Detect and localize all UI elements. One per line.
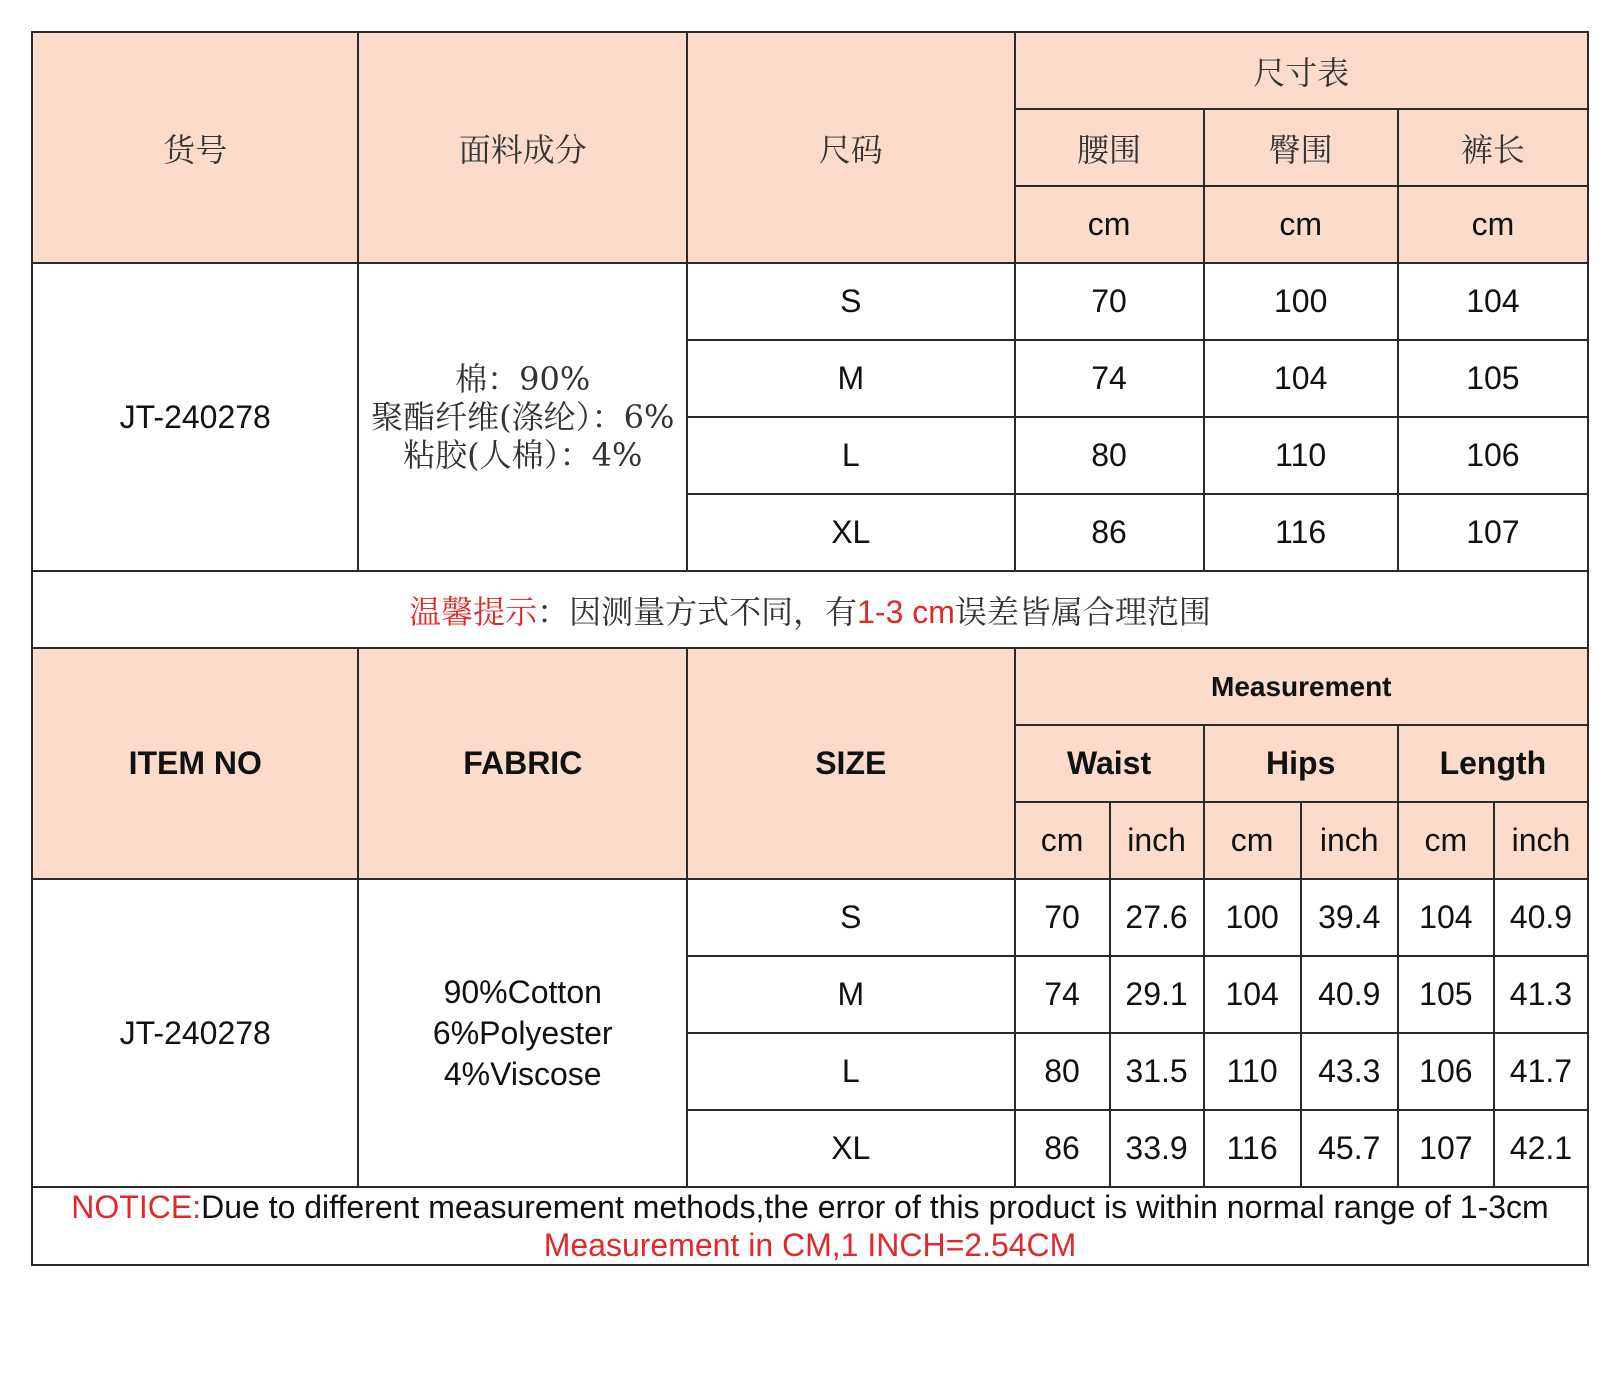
size-chart bbox=[31, 31, 1589, 1266]
length-inch-cell: 40.9 bbox=[1494, 879, 1588, 956]
cn-header-hips: 臀围 bbox=[1204, 109, 1398, 186]
en-header-length: Length bbox=[1398, 725, 1588, 802]
en-unit-inch: inch bbox=[1494, 802, 1588, 879]
table-row bbox=[32, 879, 1588, 956]
en-header-item-no: ITEM NO bbox=[32, 648, 358, 879]
size-cell: S bbox=[687, 879, 1015, 956]
waist-inch-cell: 31.5 bbox=[1110, 1033, 1204, 1110]
waist-cm-cell: 86 bbox=[1015, 1110, 1110, 1187]
cn-fabric-line: 聚酯纤维(涤纶）：6% bbox=[371, 398, 675, 436]
cn-tip-text-end: 误差皆属合理范围 bbox=[954, 592, 1211, 631]
en-notice-row bbox=[32, 1187, 1588, 1265]
cn-tip-row bbox=[32, 571, 1588, 648]
size-cell: M bbox=[687, 340, 1015, 417]
length-cm-cell: 107 bbox=[1398, 1110, 1494, 1187]
cn-header-item-no: 货号 bbox=[32, 32, 358, 263]
hips-cm-cell: 100 bbox=[1204, 879, 1301, 956]
en-unit-cm: cm bbox=[1015, 802, 1110, 879]
notice-text: Due to different measurement methods,the error of this product is within normal range of 1-3cm bbox=[201, 1189, 1549, 1225]
length-cm-cell: 106 bbox=[1398, 1033, 1494, 1110]
waist-inch-cell: 29.1 bbox=[1110, 956, 1204, 1033]
length-cm-cell: 104 bbox=[1398, 879, 1494, 956]
waist-cell: 70 bbox=[1015, 263, 1204, 340]
cn-header-waist: 腰围 bbox=[1015, 109, 1204, 186]
en-fabric-line: 90%Cotton bbox=[443, 973, 602, 1010]
cn-unit-waist: cm bbox=[1015, 186, 1204, 263]
cn-tip bbox=[32, 571, 1588, 648]
notice-line-1 bbox=[33, 1188, 1587, 1226]
hips-inch-cell: 40.9 bbox=[1301, 956, 1398, 1033]
cn-header-group: 尺寸表 bbox=[1015, 32, 1588, 109]
waist-cell: 86 bbox=[1015, 494, 1204, 571]
en-unit-inch: inch bbox=[1301, 802, 1398, 879]
length-inch-cell: 41.7 bbox=[1494, 1033, 1588, 1110]
en-header-fabric: FABRIC bbox=[358, 648, 687, 879]
hips-cm-cell: 104 bbox=[1204, 956, 1301, 1033]
cn-tip-text: 因测量方式不同，有 bbox=[569, 592, 858, 631]
waist-inch-cell: 27.6 bbox=[1110, 879, 1204, 956]
waist-cm-cell: 70 bbox=[1015, 879, 1110, 956]
cn-fabric bbox=[358, 263, 687, 571]
en-header-waist: Waist bbox=[1015, 725, 1204, 802]
length-cell: 105 bbox=[1398, 340, 1588, 417]
hips-cell: 116 bbox=[1204, 494, 1398, 571]
en-unit-cm: cm bbox=[1398, 802, 1494, 879]
hips-cell: 100 bbox=[1204, 263, 1398, 340]
en-header-group: Measurement bbox=[1015, 648, 1588, 725]
hips-cell: 110 bbox=[1204, 417, 1398, 494]
size-cell: XL bbox=[687, 494, 1015, 571]
en-item-no: JT-240278 bbox=[32, 879, 358, 1187]
waist-cm-cell: 74 bbox=[1015, 956, 1110, 1033]
waist-inch-cell: 33.9 bbox=[1110, 1110, 1204, 1187]
waist-cm-cell: 80 bbox=[1015, 1033, 1110, 1110]
hips-cm-cell: 110 bbox=[1204, 1033, 1301, 1110]
en-header-row-1 bbox=[32, 648, 1588, 725]
cn-unit-length: cm bbox=[1398, 186, 1588, 263]
hips-inch-cell: 45.7 bbox=[1301, 1110, 1398, 1187]
length-cell: 104 bbox=[1398, 263, 1588, 340]
length-inch-cell: 41.3 bbox=[1494, 956, 1588, 1033]
cn-item-no: JT-240278 bbox=[32, 263, 358, 571]
en-unit-cm: cm bbox=[1204, 802, 1301, 879]
hips-inch-cell: 43.3 bbox=[1301, 1033, 1398, 1110]
waist-cell: 80 bbox=[1015, 417, 1204, 494]
en-unit-inch: inch bbox=[1110, 802, 1204, 879]
hips-inch-cell: 39.4 bbox=[1301, 879, 1398, 956]
hips-cm-cell: 116 bbox=[1204, 1110, 1301, 1187]
cn-tip-label: 温馨提示 bbox=[409, 592, 538, 631]
cn-header-size: 尺码 bbox=[687, 32, 1015, 263]
en-fabric bbox=[358, 879, 687, 1187]
length-cell: 106 bbox=[1398, 417, 1588, 494]
table-row bbox=[32, 263, 1588, 340]
cn-header-length: 裤长 bbox=[1398, 109, 1588, 186]
notice-label: NOTICE: bbox=[71, 1189, 202, 1225]
cn-header-fabric: 面料成分 bbox=[358, 32, 687, 263]
size-cell: L bbox=[687, 417, 1015, 494]
size-cell: S bbox=[687, 263, 1015, 340]
en-fabric-line: 6%Polyester bbox=[432, 1014, 613, 1051]
hips-cell: 104 bbox=[1204, 340, 1398, 417]
waist-cell: 74 bbox=[1015, 340, 1204, 417]
en-notice bbox=[32, 1187, 1588, 1265]
cn-tip-colon: ： bbox=[537, 592, 570, 631]
length-cell: 107 bbox=[1398, 494, 1588, 571]
length-inch-cell: 42.1 bbox=[1494, 1110, 1588, 1187]
cn-fabric-line: 棉：90% bbox=[455, 360, 591, 398]
notice-line-2: Measurement in CM,1 INCH=2.54CM bbox=[543, 1227, 1077, 1263]
en-fabric-line: 4%Viscose bbox=[443, 1055, 602, 1092]
size-cell: M bbox=[687, 956, 1015, 1033]
en-header-hips: Hips bbox=[1204, 725, 1398, 802]
cn-fabric-line: 粘胶(人棉）：4% bbox=[403, 436, 643, 474]
cn-unit-hips: cm bbox=[1204, 186, 1398, 263]
cn-header-row-1 bbox=[32, 32, 1588, 109]
size-cell: XL bbox=[687, 1110, 1015, 1187]
cn-tip-range: 1-3 cm bbox=[857, 593, 955, 630]
size-cell: L bbox=[687, 1033, 1015, 1110]
length-cm-cell: 105 bbox=[1398, 956, 1494, 1033]
en-header-size: SIZE bbox=[687, 648, 1015, 879]
